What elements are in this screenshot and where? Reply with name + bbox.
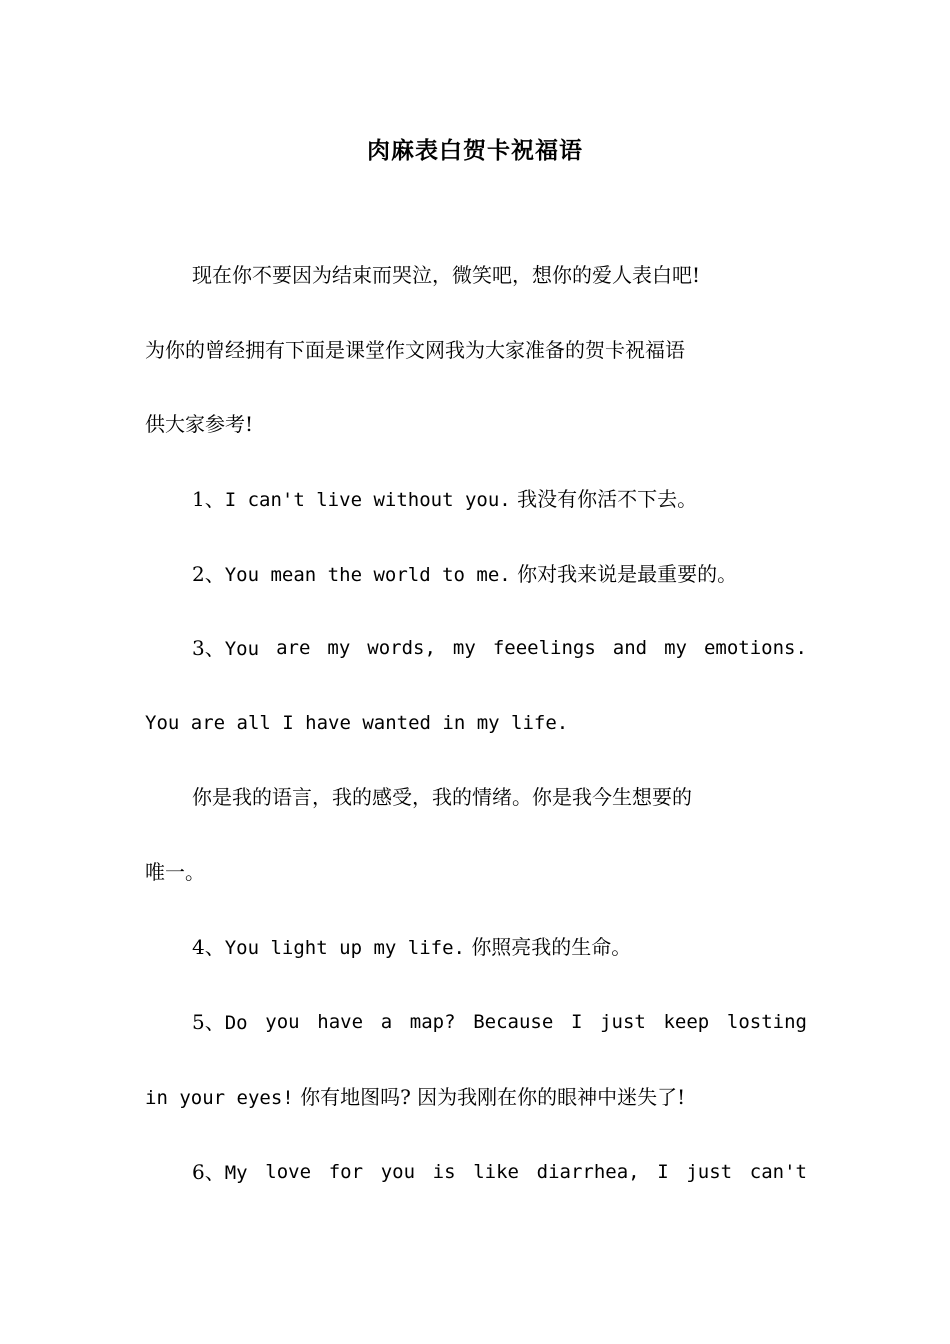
item-5-english-line-2: in your eyes!	[145, 1087, 294, 1109]
item-6-number-word-1	[192, 1155, 248, 1190]
item-6-word: you	[380, 1161, 416, 1183]
item-5-word: I	[570, 1011, 583, 1033]
item-3-english-line-2: You are all I have wanted in my life.	[145, 712, 569, 734]
item-6-word: for	[328, 1161, 364, 1183]
item-6-word: love	[265, 1161, 312, 1183]
item-6-word: can't	[749, 1161, 807, 1183]
item-3-word: feeelings	[492, 637, 596, 659]
item-4-number: 4、	[192, 935, 225, 959]
item-2	[145, 557, 807, 592]
item-3-word: are	[276, 637, 311, 659]
item-5-chinese: 你有地图吗? 因为我刚在你的眼神中迷失了!	[300, 1085, 686, 1109]
item-1-number: 1、	[192, 487, 225, 511]
intro-line-3: 供大家参考!	[145, 412, 254, 436]
item-3-word: and	[612, 637, 648, 659]
item-3-number-word-1	[192, 631, 259, 666]
intro-line-2: 为你的曾经拥有下面是课堂作文网我为大家准备的贺卡祝福语	[145, 338, 685, 362]
item-5-word: a	[380, 1011, 393, 1033]
item-6-word: diarrhea,	[536, 1161, 640, 1183]
item-6-line-1	[145, 1155, 807, 1190]
item-5-line-1	[145, 1005, 807, 1040]
item-5-number-word-1	[192, 1005, 248, 1040]
item-3-word: my	[327, 637, 351, 659]
item-1-chinese: 我没有你活不下去。	[517, 487, 698, 511]
item-5-word: Do	[224, 1012, 248, 1034]
item-6-word: I	[657, 1161, 669, 1183]
item-4	[145, 930, 807, 965]
item-3-word: You	[224, 638, 260, 660]
item-3-word: my	[664, 637, 687, 659]
item-6-number: 6、	[192, 1160, 225, 1184]
item-3-word: my	[452, 637, 476, 659]
item-6-word: My	[224, 1162, 248, 1184]
item-6-word: is	[432, 1161, 456, 1183]
item-5-word: you	[265, 1011, 300, 1033]
item-2-english: You mean the world to me.	[224, 564, 511, 586]
item-2-chinese: 你对我来说是最重要的。	[517, 562, 738, 586]
item-3-chinese-line-1: 你是我的语言，我的感受，我的情绪。你是我今生想要的	[192, 785, 692, 809]
document-title: 肉麻表白贺卡祝福语	[367, 138, 583, 164]
item-4-chinese: 你照亮我的生命。	[471, 935, 632, 959]
item-5-word: losting	[726, 1011, 807, 1033]
item-1	[145, 482, 807, 517]
item-1-english: I can't live without you.	[224, 489, 511, 511]
item-3-line-1	[145, 631, 807, 666]
item-3-word: words,	[367, 637, 436, 659]
item-3-word: emotions.	[703, 637, 807, 659]
item-5-word: map?	[409, 1011, 456, 1033]
item-3-chinese-line-2: 唯一。	[145, 860, 205, 884]
item-3-number: 3、	[192, 636, 225, 660]
item-2-number: 2、	[192, 562, 225, 586]
item-5-word: just	[600, 1011, 646, 1033]
item-5-number: 5、	[192, 1010, 225, 1034]
item-5-word: Because	[473, 1011, 554, 1033]
item-5-word: have	[317, 1011, 364, 1033]
item-5-word: keep	[663, 1011, 710, 1033]
item-6-word: just	[686, 1161, 733, 1183]
item-6-word: like	[473, 1161, 519, 1183]
intro-line-1: 现在你不要因为结束而哭泣，微笑吧，想你的爱人表白吧!	[192, 263, 701, 287]
item-5-line-2	[145, 1080, 807, 1115]
item-4-english: You light up my life.	[224, 937, 465, 959]
